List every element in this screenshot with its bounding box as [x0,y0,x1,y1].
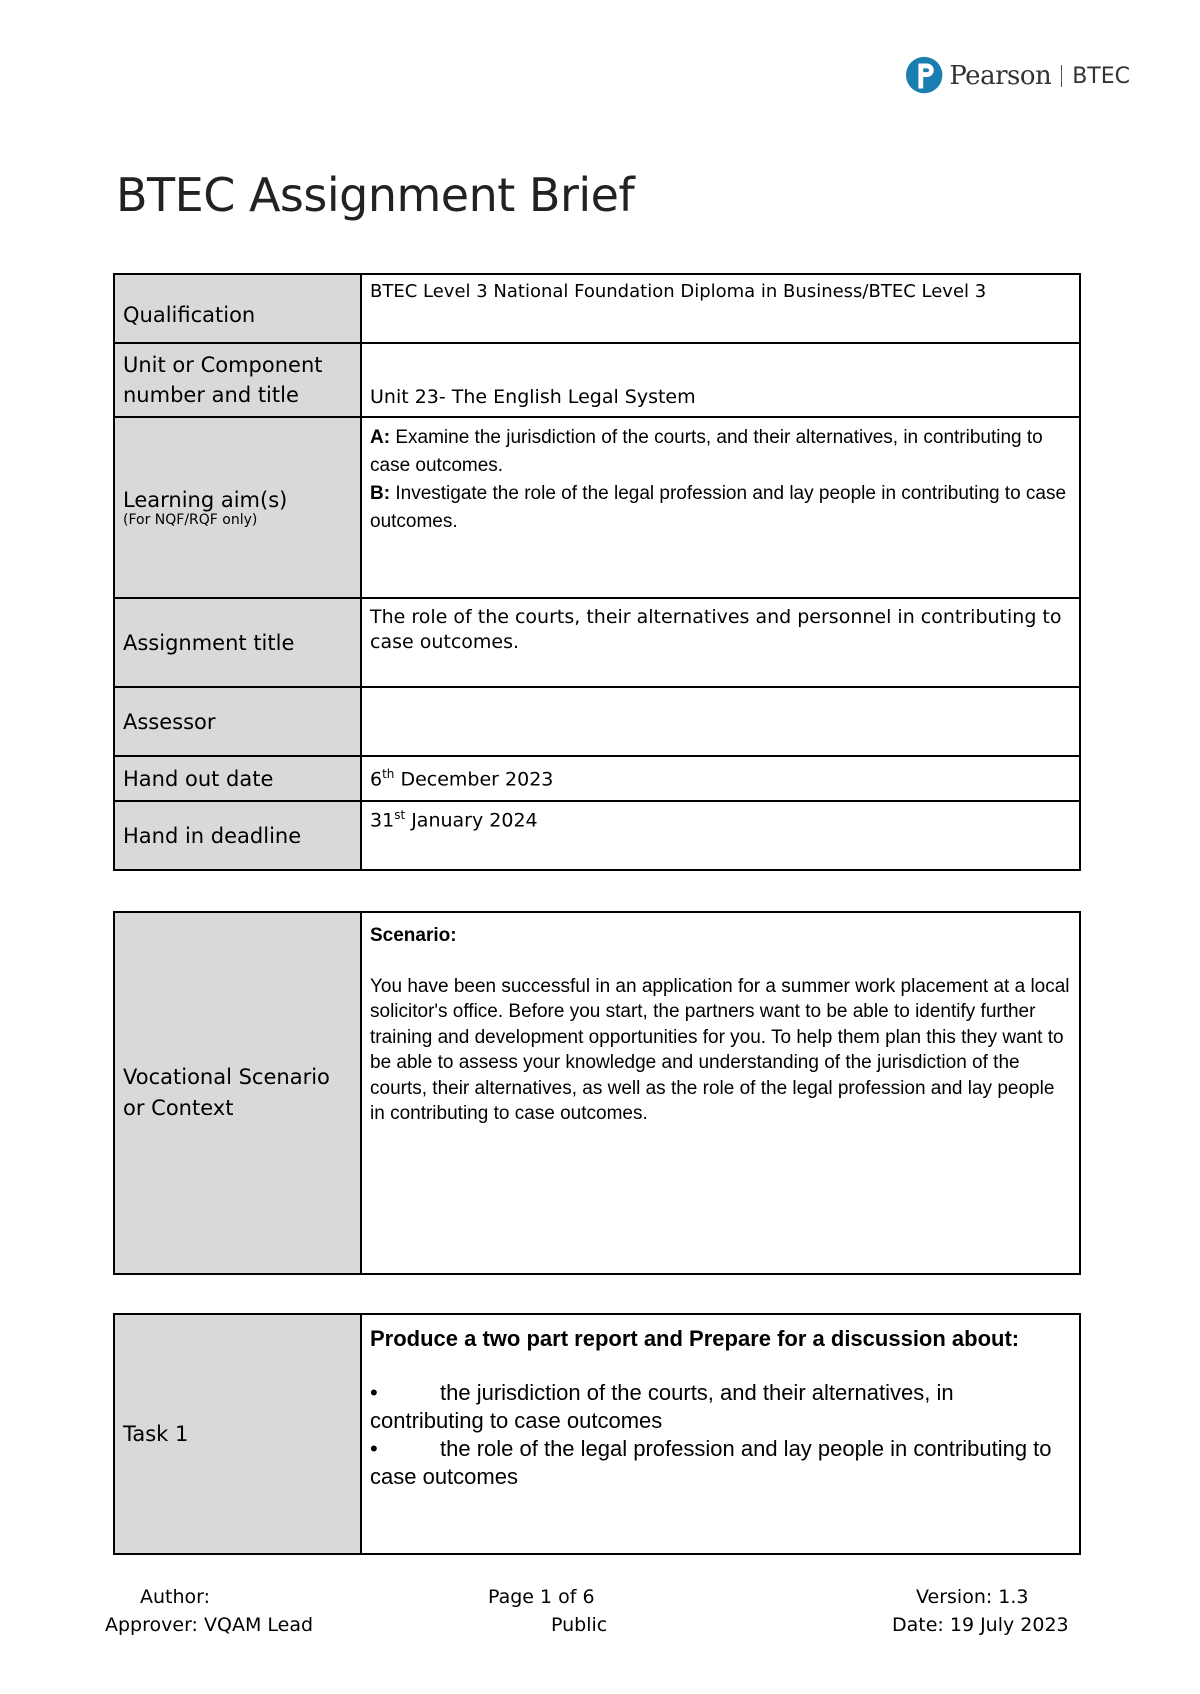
scenario-row [114,912,1080,1274]
learning-aims-value [361,417,1080,598]
task1-label: Task 1 [114,1314,361,1554]
hand-in-label: Hand in deadline [114,801,361,870]
qualification-row [114,274,1080,343]
task1-value [361,1314,1080,1554]
scenario-label: Vocational Scenario or Context [114,912,361,1274]
aim-b [370,480,1071,536]
footer-author: Author: [140,1586,211,1608]
learning-aims-row [114,417,1080,598]
task1-table [113,1313,1081,1555]
pearson-logo-icon [905,53,943,99]
unit-value [361,343,1080,417]
assignment-title-row [114,598,1080,687]
task1-bullet-1 [370,1379,1071,1435]
document-title: BTEC Assignment Brief [116,168,635,222]
hand-out-suffix: th [382,766,395,781]
task1-bullet-2 [370,1435,1071,1491]
task1-bullet-2-text: the role of the legal profession and lay people in contributing to case outcomes [370,1436,1052,1489]
assessor-value [361,687,1080,756]
learning-aims-label-cell [114,417,361,598]
logo-separator [1061,65,1062,87]
unit-label: Unit or Component number and title [114,343,361,417]
hand-in-rest: January 2024 [411,809,538,832]
learning-aims-label: Learning aim(s) [123,487,288,512]
assessor-row [114,687,1080,756]
scenario-table [113,911,1081,1275]
assignment-title-value: The role of the courts, their alternatives and personnel in contributing to case outcomes. [361,598,1080,687]
hand-in-suffix: st [394,808,406,822]
scenario-value [361,912,1080,1274]
unit-value-text: Unit 23- The English Legal System [370,386,696,408]
footer-date: Date: 19 July 2023 [892,1614,1069,1636]
aim-b-key: B: [370,483,391,504]
hand-out-rest: December 2023 [400,768,554,791]
footer-version: Version: 1.3 [916,1586,1029,1608]
learning-aims-note: (For NQF/RQF only) [123,511,258,528]
scenario-heading: Scenario: [370,925,457,946]
task1-bullet-1-text: the jurisdiction of the courts, and their alternatives, in contributing to case outcomes [370,1380,954,1433]
logo-product: BTEC [1072,63,1130,89]
brief-table [113,273,1081,871]
pearson-btec-logo [905,52,1130,100]
aim-b-text: Investigate the role of the legal profession and lay people in contributing to case outcomes. [370,483,1067,532]
aim-a-text: Examine the jurisdiction of the courts, and their alternatives, in contributing to case outcomes. [370,427,1043,476]
hand-in-day: 31 [370,809,395,832]
aim-a-key: A: [370,427,391,448]
unit-row [114,343,1080,417]
hand-in-value [361,801,1080,870]
assignment-title-label: Assignment title [114,598,361,687]
hand-out-row [114,756,1080,801]
scenario-text: You have been successful in an application for a summer work placement at a local solicitor's office. Before you start, the partners want to be able to identify further training and development opportunities for you. To help them plan this they want to be able to assess your knowledge and understanding of the jurisdiction of the courts, their alternatives, as well as the role of the legal profession and lay people in contributing to case outcomes. [370,975,1070,1124]
footer-classification: Public [551,1614,608,1636]
aim-a [370,424,1071,480]
bullet-icon: • [370,1380,378,1405]
logo-brand: Pearson [949,61,1052,91]
footer-approver: Approver: VQAM Lead [105,1614,314,1636]
task1-row [114,1314,1080,1554]
hand-out-day: 6 [370,768,383,791]
task1-heading: Produce a two part report and Prepare for a discussion about: [370,1326,1020,1351]
assessor-label: Assessor [114,687,361,756]
hand-out-label: Hand out date [114,756,361,801]
bullet-icon: • [370,1436,378,1461]
qualification-value: BTEC Level 3 National Foundation Diploma in Business/BTEC Level 3 [361,274,1080,343]
qualification-label: Qualification [114,274,361,343]
hand-out-value [361,756,1080,801]
hand-in-row [114,801,1080,870]
footer-page: Page 1 of 6 [488,1586,595,1608]
